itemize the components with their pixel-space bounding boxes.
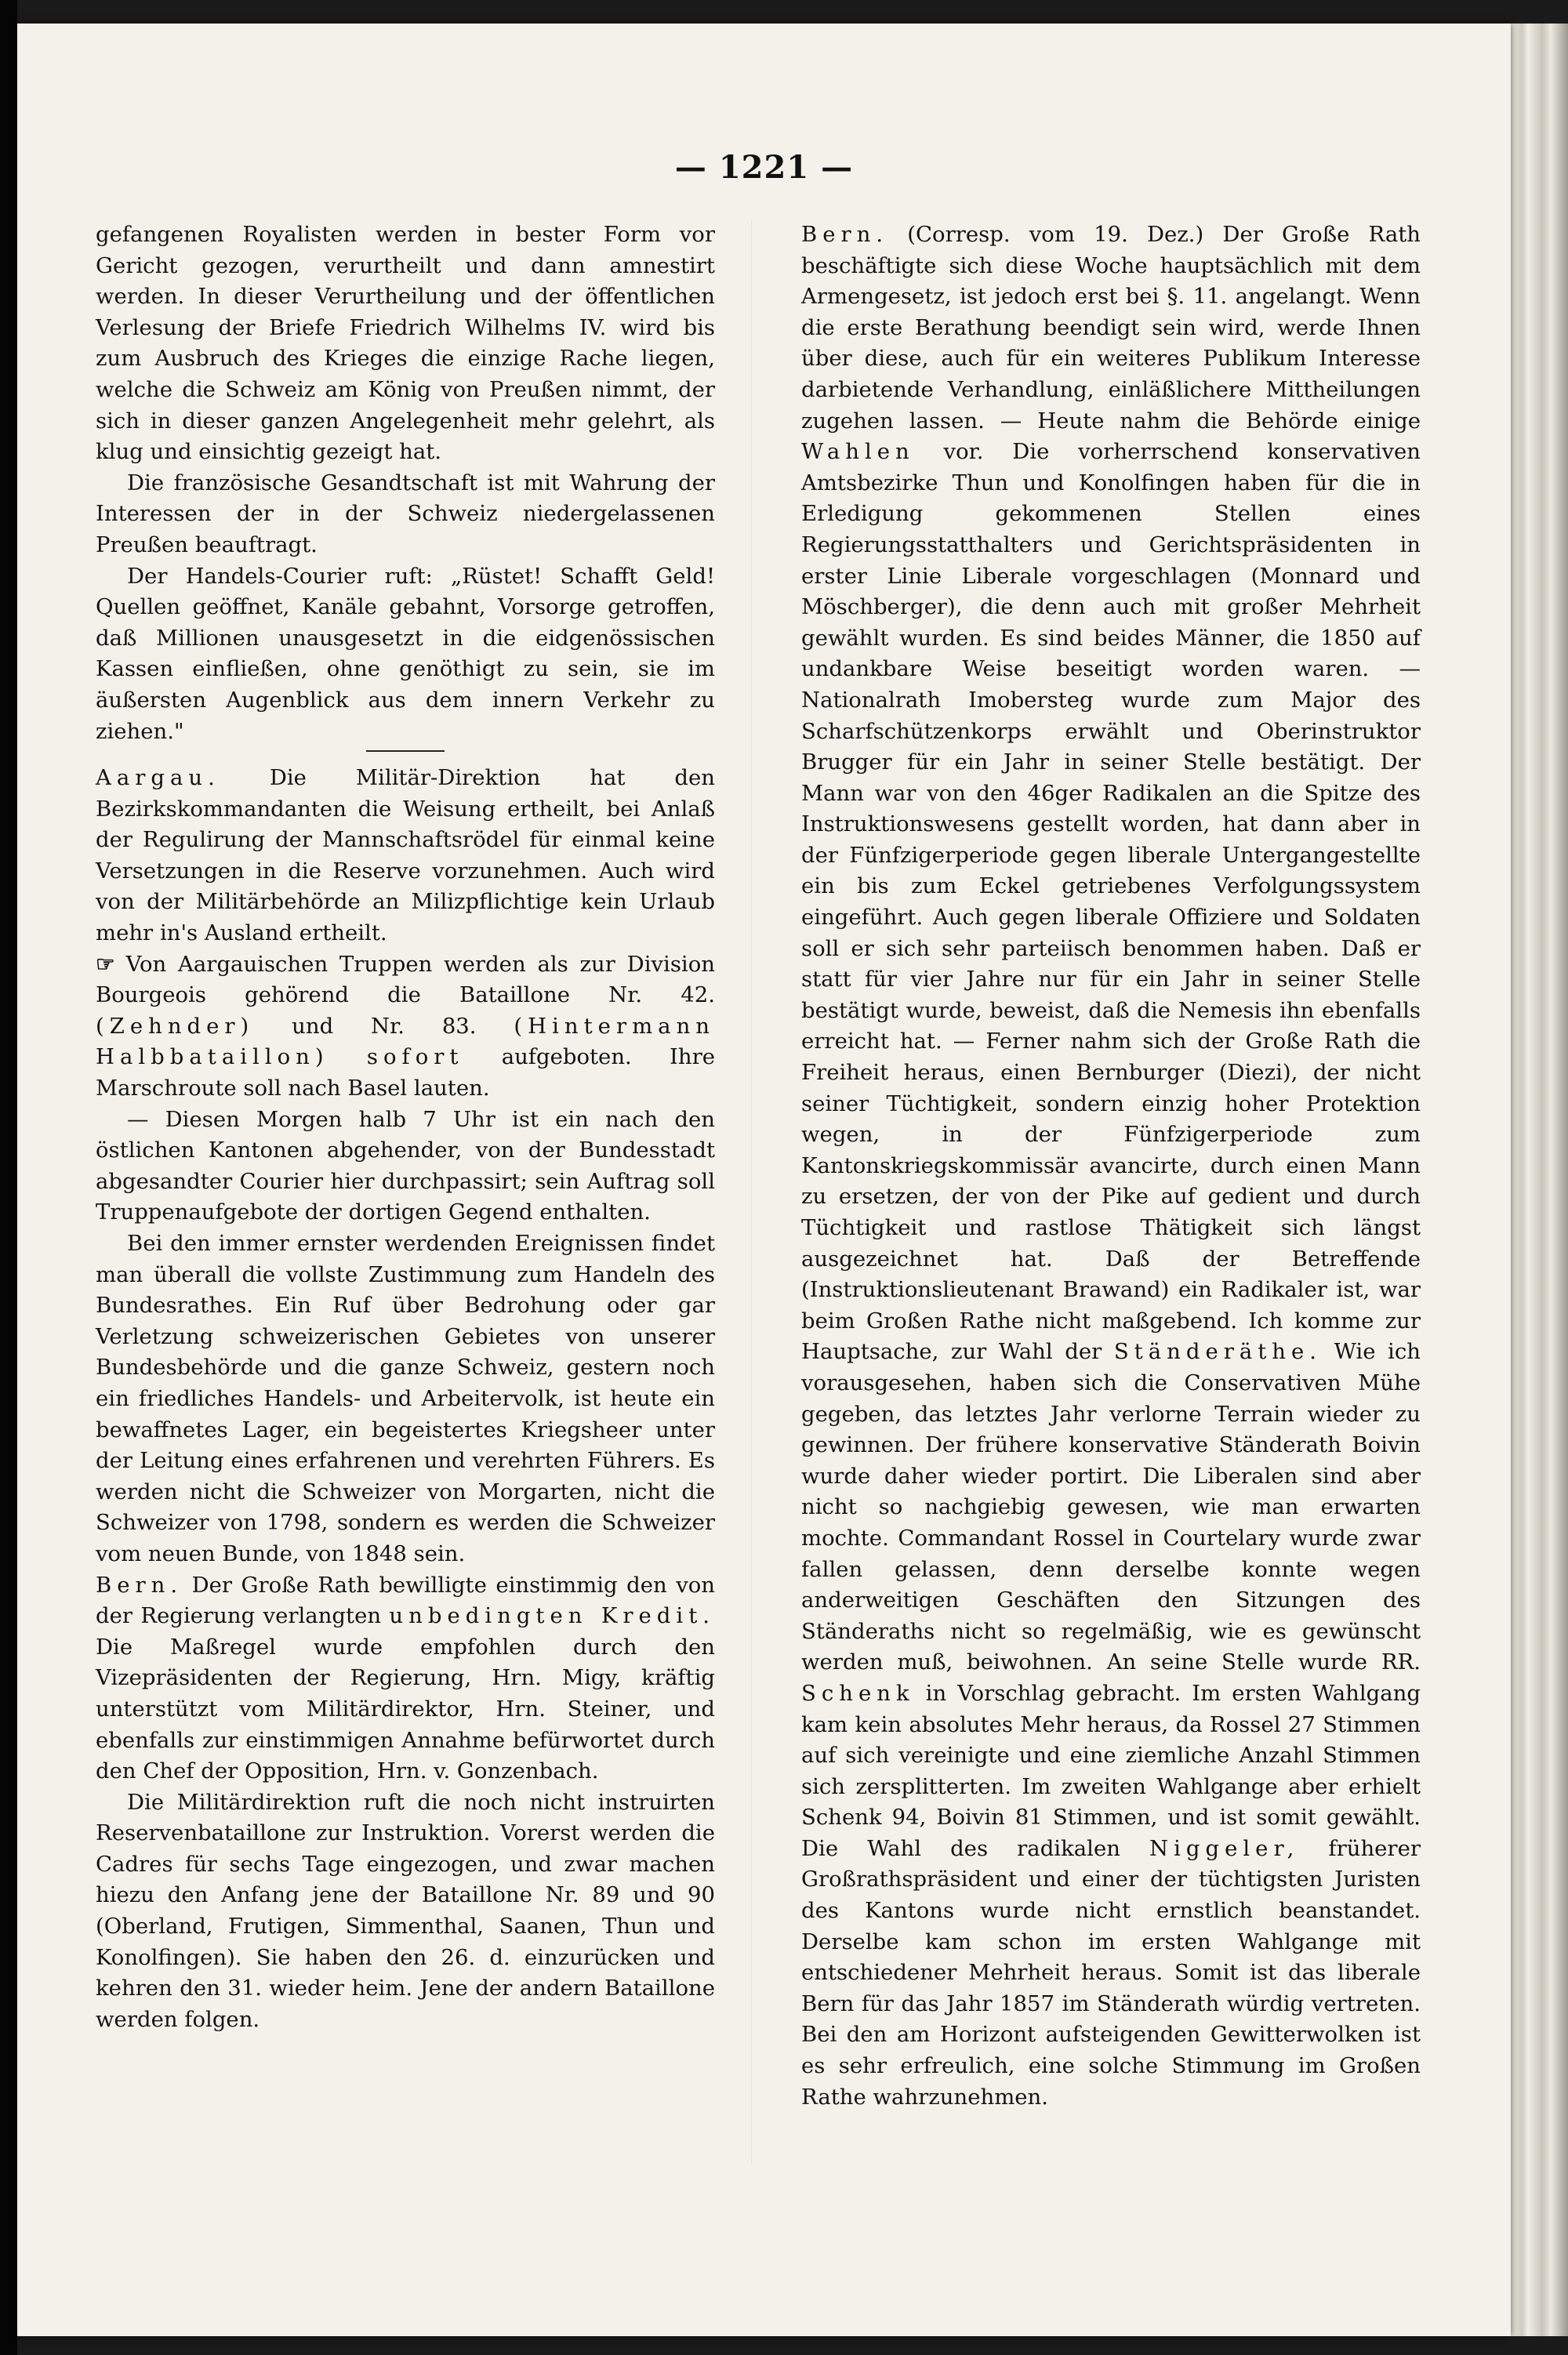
paragraph-french-embassy: Die französische Gesandtschaft ist mit Wahrung der Interessen der in der Schweiz niedergelassenen Preußen beauftragt.: [96, 470, 715, 557]
paragraph-troops: [96, 949, 715, 1105]
book-binding-edge: [0, 0, 17, 2355]
corresp-emph-staenderaethe: Ständeräthe.: [1113, 1339, 1323, 1365]
place-heading-bern: Bern.: [96, 1572, 183, 1598]
paragraph-handels-courier: Der Handels-Courier ruft: „Rüstet! Schafft Geld! Quellen geöffnet, Kanäle gebahnt, Vorsorge getroffen, daß Millionen unausgesetzt in die eidgenössischen Kassen einfließen, ohne genöthigt zu sein, sie im äußersten Augenblick aus dem innern Verkehr zu ziehen.": [96, 563, 715, 744]
bern-credit-text-a: Der Große Rath bewilligte einstimmig den von der Regierung verlangten: [96, 1572, 716, 1629]
troops-text-b: und Nr. 83.: [292, 1013, 477, 1039]
corresp-emph-wahlen: Wahlen: [801, 439, 915, 465]
corresp-text-e: früherer Großrathspräsident und einer der tüchtigsten Juristen des Kantons wurde nicht ernstlich beanstandet. Derselbe kam schon im ersten Wahlgange mit entschiedener Mehrheit heraus. Somit ist das liberale Bern für das Jahr 1857 im Ständerath würdig vertreten. Bei den am Horizont aufsteigenden Gewitterwolken ist es sehr erfreulich, eine solche Stimmung im Großen Rathe wahrzunehmen.: [801, 1835, 1421, 2110]
paragraph-aargau: [96, 763, 715, 949]
troops-name-zehnder: (Zehnder): [96, 1013, 255, 1039]
right-column: [801, 220, 1421, 2113]
corresp-emph-schenk: Schenk: [801, 1680, 915, 1706]
paragraph-bern-correspondence: [801, 220, 1421, 2113]
corresp-text-a: (Corresp. vom 19. Dez.) Der Große Rath beschäftigte sich diese Woche hauptsächlich mit dem Armengesetz, ist jedoch erst bei §. 11. angelangt. Wenn die erste Berathung beendigt sein wird, werde Ihnen über diese, auch für ein weiteres Publikum Interesse darbietende Verhandlung, einläßlichere Mittheilungen zugehen lassen. — Heute nahm die Behörde einige: [801, 222, 1421, 434]
page-number: — 1221 —: [674, 149, 854, 186]
paragraph-bern-credit: [96, 1570, 715, 1787]
bern-credit-text-b: Die Maßregel wurde empfohlen durch den Vizepräsidenten der Regierung, Hrn. Migy, kräftig unterstützt vom Militärdirektor, Hrn. Steiner, und ebenfalls zur einstimmigen Annahme befürwortet durch den Chef der Opposition, Hrn. v. Gonzenbach.: [96, 1634, 715, 1784]
troops-name-hintermann: (Hintermann Halbbataillon): [96, 1013, 715, 1070]
troops-text-a: Von Aargauischen Truppen werden als zur Division Bourgeois gehörend die Bataillone Nr. 42.: [96, 951, 715, 1008]
paragraph-military-directorate: Die Militärdirektion ruft die noch nicht instruirten Reservenbataillone zur Instruktion. Vorerst werden die Cadres für sechs Tage eingezogen, und zwar machen hiezu den Anfang jene der Bataillone Nr. 89 und 90 (Oberland, Frutigen, Simmenthal, Saanen, Thun und Konolfingen). Sie haben den 26. d. einzurücken und kehren den 31. wieder heim. Jene der andern Bataillone werden folgen.: [96, 1789, 715, 2032]
corresp-text-b: vor. Die vorherrschend konservativen Amtsbezirke Thun und Konolfingen haben für die in Erledigung gekommenen Stellen eines Regierungsstatthalters und Gerichtspräsidenten in erster Linie Liberale vorgeschlagen (Monnard und Möschberger), die denn auch mit großer Mehrheit gewählt wurden. Es sind beides Männer, die 1850 auf undankbare Weise beseitigt worden waren. — Nationalrath Imobersteg wurde zum Major des Scharfschützenkorps erwählt und Oberinstruktor Brugger für ein Jahr in seiner Stelle bestätigt. Der Mann war von den 46ger Radikalen an die Spitze des Instruktionswesens gestellt worden, hat dann aber in der Fünfzigerperiode gegen liberale Untergangestellte ein bis zum Eckel getriebenes Verfolgungssystem eingeführt. Auch gegen liberale Offiziere und Soldaten soll er sich sehr parteiisch benommen haben. Daß er statt für vier Jahre nur für ein Jahr in seiner Stelle bestätigt wurde, beweist, daß die Nemesis ihn ebenfalls erreicht hat. — Ferner nahm sich der Große Rath die Freiheit heraus, einen Bernburger (Diezi), der nicht seiner Tüchtigkeit, sondern einzig hoher Protektion wegen, in der Fünfzigerperiode zum Kantonskriegskommissär avancirte, durch einen Mann zu ersetzen, der von der Pike auf gedient und durch Tüchtigkeit und rastlose Thätigkeit sich längst ausgezeichnet hat. Daß der Betreffende (Instruktionslieutenant Brawand) ein Radikaler ist, war beim Großen Rathe nicht maßgebend. Ich komme zur Hauptsache, zur Wahl der: [801, 439, 1421, 1365]
troops-text-c: aufgeboten. Ihre Marschroute soll nach Basel lauten.: [96, 1044, 716, 1101]
paragraph-bundesrat: Bei den immer ernster werdenden Ereignissen findet man überall die vollste Zustimmung zum Handeln des Bundesrathes. Ein Ruf über Bedrohung oder gar Verletzung schweizerischen Gebietes von unserer Bundesbehörde und die ganze Schweiz, gestern noch ein friedliches Handels- und Arbeitervolk, ist heute ein bewaffnetes Lager, ein begeistertes Kriegsheer unter der Leitung eines erfahrenen und verehrten Führers. Es werden nicht die Schweizer von Morgarten, nicht die Schweizer von 1798, sondern es werden die Schweizer vom neuen Bunde, von 1848 sein.: [96, 1231, 715, 1566]
bern-credit-emph: unbedingten Kredit.: [389, 1603, 715, 1629]
corresp-emph-niggeler: Niggeler,: [1149, 1835, 1300, 1861]
paragraph-aargau-text: Die Militär-Direktion hat den Bezirkskommandanten die Weisung ertheilt, bei Anlaß der Regulirung der Mannschaftsrödel für einmal keine Versetzungen in die Reserve vorzunehmen. Auch wird von der Militärbehörde an Milizpflichtige kein Urlaub mehr in's Ausland ertheilt.: [96, 765, 715, 946]
troops-emph-sofort: sofort: [366, 1044, 464, 1070]
section-divider: [96, 750, 715, 753]
place-heading-bern-corresp: Bern.: [801, 222, 889, 247]
place-heading-aargau: Aargau.: [96, 765, 220, 791]
corresp-text-d: in Vorschlag gebracht. Im ersten Wahlgang kam kein absolutes Mehr heraus, da Rossel 27 Stimmen auf sich vereinigte und eine ziemliche Anzahl Stimmen sich zersplitterten. Im zweiten Wahlgange aber erhielt Schenk 94, Boivin 81 Stimmen, und ist somit gewählt. Die Wahl des radikalen: [801, 1680, 1421, 1861]
scanned-page: [17, 24, 1511, 2336]
column-gutter: [751, 220, 752, 2164]
page-stack-edge: [1511, 24, 1568, 2336]
paragraph-royalists: gefangenen Royalisten werden in bester Form vor Gericht gezogen, verurtheilt und dann amnestirt werden. In dieser Verurtheilung und der öffentlichen Verlesung der Briefe Friedrich Wilhelms IV. wird bis zum Ausbruch des Krieges die einzige Rache liegen, welche die Schweiz am König von Preußen nimmt, der sich in dieser ganzen Angelegenheit mehr gelehrt, als klug und einsichtig gezeigt hat.: [96, 222, 715, 465]
pointing-hand-icon: ☞: [96, 951, 115, 977]
left-column: [96, 220, 715, 2035]
corresp-text-c: Wie ich vorausgesehen, haben sich die Conservativen Mühe gegeben, das letztes Jahr verlorne Terrain wieder zu gewinnen. Der frühere konservative Ständerath Boivin wurde daher wieder portirt. Die Liberalen sind aber nicht so nachgiebig gewesen, wie man erwarten mochte. Commandant Rossel in Courtelary wurde zwar fallen gelassen, denn derselbe konnte wegen anderweitigen Geschäften den Sitzungen des Ständeraths nicht so regelmäßig, wie es gewünscht werden muß, beiwohnen. An seine Stelle wurde RR.: [801, 1339, 1421, 1675]
paragraph-courier: — Diesen Morgen halb 7 Uhr ist ein nach den östlichen Kantonen abgehender, von der Bundesstadt abgesandter Courier hier durchpassirt; sein Auftrag soll Truppenaufgebote der dortigen Gegend enthalten.: [96, 1106, 715, 1225]
